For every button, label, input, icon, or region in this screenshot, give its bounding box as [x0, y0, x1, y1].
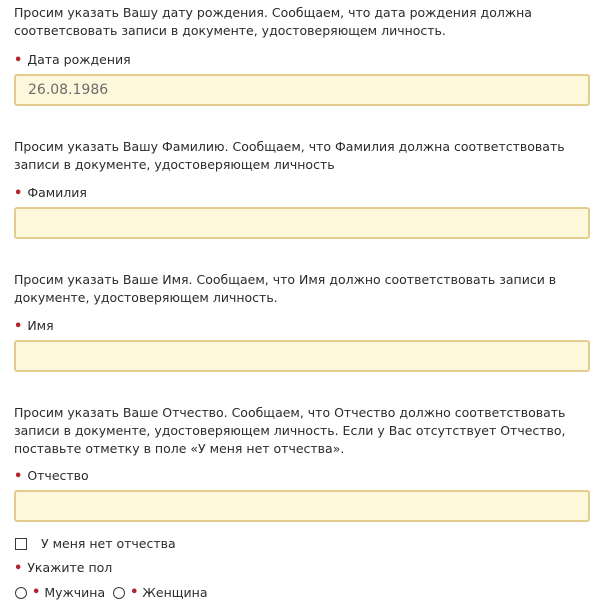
- gender-option-female[interactable]: [113, 585, 207, 600]
- patronymic-section: [14, 404, 592, 458]
- birthdate-help: Просим указать Вашу дату рождения. Сообщаем, что дата рождения должна соответсвовать записи в документе, удостоверяющем личность.: [14, 5, 532, 38]
- gender-label-text: Укажите пол: [27, 560, 113, 575]
- patronymic-input[interactable]: [14, 490, 590, 522]
- gender-female-radio[interactable]: [113, 587, 125, 599]
- gender-male-label: Мужчина: [44, 585, 106, 600]
- required-marker: •: [14, 469, 23, 484]
- patronymic-label: [14, 468, 592, 485]
- required-marker: •: [14, 561, 23, 576]
- lastname-label-text: Фамилия: [27, 185, 87, 200]
- firstname-section: [14, 271, 592, 307]
- lastname-label: [14, 185, 592, 202]
- required-marker: •: [14, 319, 23, 334]
- lastname-label-row: [14, 185, 592, 202]
- required-marker: •: [14, 53, 23, 68]
- lastname-section: [14, 138, 592, 174]
- firstname-label-row: [14, 318, 592, 335]
- required-marker: •: [130, 585, 139, 600]
- lastname-help: Просим указать Вашу Фамилию. Сообщаем, что Фамилия должна соответствовать записи в документе, удостоверяющем личность: [14, 139, 565, 172]
- gender-female-label: Женщина: [142, 585, 208, 600]
- lastname-input[interactable]: [14, 207, 590, 239]
- birthdate-input[interactable]: [14, 74, 590, 106]
- firstname-label-text: Имя: [27, 318, 54, 333]
- firstname-input[interactable]: [14, 340, 590, 372]
- required-marker: •: [14, 186, 23, 201]
- birthdate-label: [14, 52, 592, 69]
- birthdate-section: [14, 4, 592, 40]
- birthdate-label-text: Дата рождения: [27, 52, 131, 67]
- gender-label-row: [14, 560, 592, 577]
- patronymic-label-text: Отчество: [27, 468, 89, 483]
- no-patronymic-label: У меня нет отчества: [41, 536, 176, 551]
- patronymic-help: Просим указать Ваше Отчество. Сообщаем, что Отчество должно соответствовать записи в документе, удостоверяющем личность. Если у Вас отсутствует Отчество, поставьте отметку в поле «У меня нет отчества».: [14, 405, 566, 456]
- patronymic-label-row: [14, 468, 592, 485]
- gender-option-male[interactable]: [15, 585, 105, 600]
- no-patronymic-checkbox[interactable]: [15, 538, 27, 550]
- gender-label: [14, 560, 592, 577]
- gender-male-radio[interactable]: [15, 587, 27, 599]
- gender-options: [15, 585, 215, 600]
- birthdate-label-row: [14, 52, 592, 69]
- firstname-help: Просим указать Ваше Имя. Сообщаем, что Имя должно соответствовать записи в документе, удостоверяющем личность.: [14, 272, 557, 305]
- firstname-label: [14, 318, 592, 335]
- required-marker: •: [32, 585, 41, 600]
- no-patronymic-row[interactable]: [15, 536, 176, 551]
